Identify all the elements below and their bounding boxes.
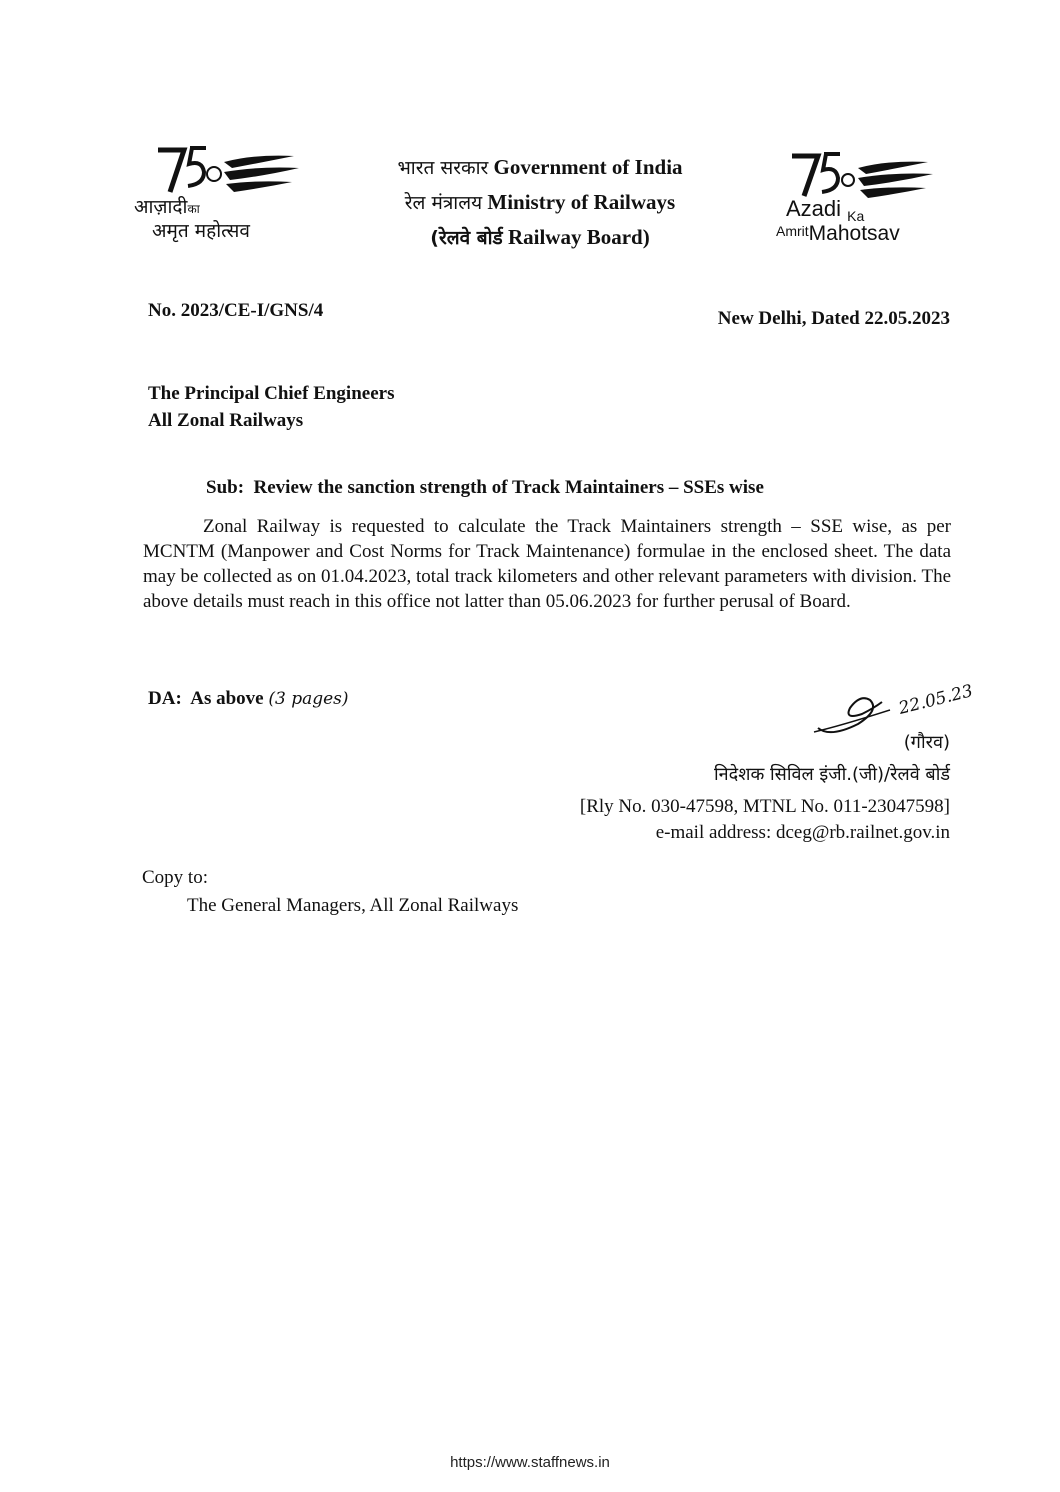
logo-75-emblem-icon-right xyxy=(782,148,942,200)
copy-to-recipient: The General Managers, All Zonal Railways xyxy=(187,895,519,916)
azadi-logo-right xyxy=(772,148,962,248)
header-line2-en: Ministry of Railways xyxy=(487,190,676,214)
header-line3-en: Railway Board) xyxy=(507,225,650,249)
subject-line xyxy=(206,477,764,499)
logo-right-word1: Azadi xyxy=(786,196,842,221)
logo-left-line1: आज़ादी xyxy=(134,196,188,218)
copy-to xyxy=(142,864,518,920)
place-date: New Delhi, Dated 22.05.2023 xyxy=(717,308,950,329)
addressee-line2: All Zonal Railways xyxy=(148,410,304,431)
logo-right-word2-prefix: Amrit xyxy=(776,223,809,239)
da-label: DA: xyxy=(148,688,182,709)
logo-75-emblem-icon xyxy=(144,140,304,198)
signatory-phone: [Rly No. 030-47598, MTNL No. 011-23047598] xyxy=(579,796,950,817)
subject-text: Review the sanction strength of Track Maintainers – SSEs wise xyxy=(253,477,764,498)
azadi-logo-left xyxy=(134,140,314,250)
addressee-line1: The Principal Chief Engineers xyxy=(148,383,395,404)
signatory-email: e-mail address: dceg@rb.railnet.gov.in xyxy=(655,822,950,843)
signatory-name: (गौरव) xyxy=(903,732,950,753)
signatory-designation: निदेशक सिविल इंजी.(जी)/रेलवे बोर्ड xyxy=(714,764,950,785)
subject-label: Sub: xyxy=(206,477,245,498)
header-line1-en: Government of India xyxy=(493,155,683,179)
logo-left-line2: अमृत महोत्सव xyxy=(152,220,250,242)
header-line3 xyxy=(340,220,740,255)
header-line2 xyxy=(340,185,740,220)
header-line3-hi: (रेलवे बोर्ड xyxy=(430,227,503,249)
header-line1-hi: भारत सरकार xyxy=(397,157,489,179)
copy-to-label: Copy to: xyxy=(142,867,208,888)
da-handwritten-note: (3 pages) xyxy=(268,689,349,709)
addressee xyxy=(148,380,394,434)
header-line2-hi: रेल मंत्रालय xyxy=(404,192,483,214)
signature-scribble-icon xyxy=(810,680,910,740)
logo-left-line1-suffix: का xyxy=(187,202,200,216)
letter-body: Zonal Railway is requested to calculate the Track Maintainers strength – SSE wise, as per MCNTM (Manpower and Cost Norms for Track Maintenance) formulae in the enclosed sheet. The data may be collected as on 01.04.2023, total track kilometers and other relevant parameters with division. The above details must reach in this office not latter than 05.06.2023 for further perusal of Board. xyxy=(143,516,951,612)
header-line1 xyxy=(340,150,740,185)
letterhead xyxy=(340,150,740,255)
logo-right-word1-suffix: Ka xyxy=(847,208,865,224)
footer-url[interactable]: https://www.staffnews.in xyxy=(450,1454,610,1471)
signature-date: 22.05.23 xyxy=(896,681,975,719)
enclosure-line xyxy=(148,688,349,710)
da-text: As above xyxy=(190,688,264,709)
logo-right-word2: Mahotsav xyxy=(808,222,900,245)
reference-number: No. 2023/CE-I/GNS/4 xyxy=(148,300,324,321)
